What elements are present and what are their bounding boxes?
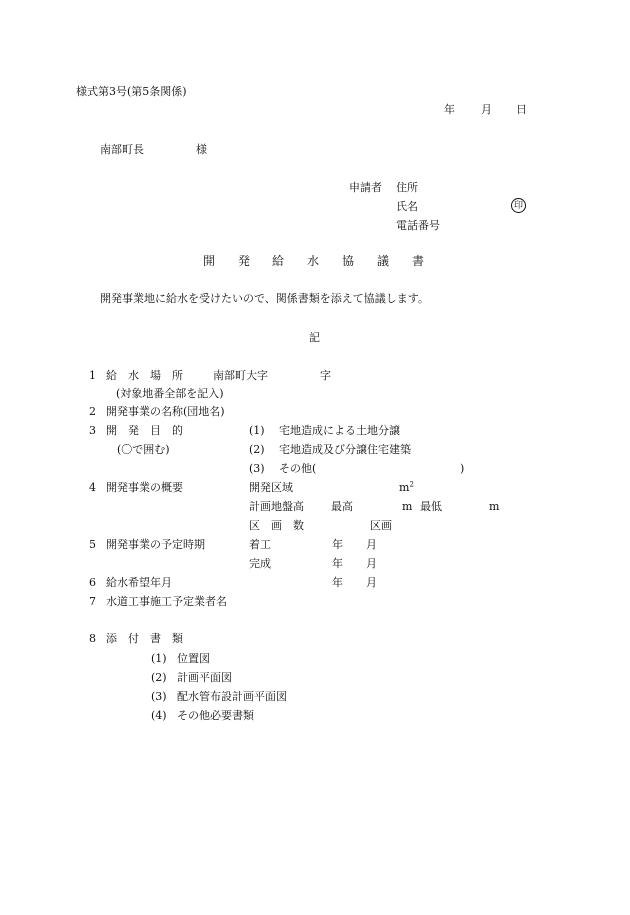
lots-label: 区 画 数 [249,519,304,532]
area-label: 開発区域 [249,481,293,494]
desired-month: 月 [366,576,377,589]
item-label-desired-date: 給水希望年月 [106,576,172,589]
location-value: 南部町大字 [213,369,268,382]
attachment-text: 計画平面図 [177,671,232,684]
item-label-attachments: 添 付 書 類 [106,632,183,645]
attachment-num: (2) [151,671,167,684]
ki-label: 記 [309,331,320,344]
applicant-address-label: 住所 [396,181,418,194]
title-char: 開 [203,254,216,268]
applicant-name-label: 氏名 [396,200,418,213]
location-suffix: 字 [320,369,331,382]
addressee-honorific: 様 [196,143,207,156]
end-label: 完成 [249,557,271,570]
desired-year: 年 [332,576,343,589]
title-char: 協 [342,254,355,268]
item-number: 3 [89,424,96,437]
item-number: 5 [89,538,96,551]
max-label: 最高 [331,500,353,513]
item-label-location: 給 水 場 所 [106,369,183,382]
item-number: 4 [89,481,96,494]
attachment-text: 配水管布設計画平面図 [177,690,287,703]
applicant-label: 申請者 [349,181,382,194]
body-text: 開発事業地に給水を受けたいので、関係書類を添えて協議します。 [100,292,429,305]
title-char: 給 [272,254,285,268]
item-number: 8 [89,632,96,645]
end-year: 年 [332,557,343,570]
title-char: 水 [307,254,320,268]
purpose-option-text: 宅地造成及び分譲住宅建築 [279,443,411,456]
item-number: 2 [89,405,96,418]
attachment-text: その他必要書類 [177,709,254,722]
end-month: 月 [366,557,377,570]
area-unit: $m^2$ [399,480,414,494]
title-char: 発 [238,254,251,268]
form-number: 様式第3号(第5条関係) [76,85,187,98]
purpose-option-text: 宅地造成による土地分譲 [279,424,400,437]
title-char: 書 [412,254,425,268]
item-label-purpose: 開 発 目 的 [106,424,183,437]
max-unit: m [402,500,413,513]
item-label-contractor: 水道工事施工予定業者名 [106,595,227,608]
attachment-num: (1) [151,652,167,665]
min-unit: m [489,500,500,513]
item-label-project-name: 開発事業の名称(団地名) [106,405,225,418]
attachment-text: 位置図 [177,652,210,665]
purpose-option-text: その他( [279,462,317,475]
attachment-num: (4) [151,709,167,722]
seal-mark: 印 [511,198,526,213]
date-day: 日 [516,103,527,116]
item-number: 6 [89,576,96,589]
title-char: 議 [377,254,390,268]
purpose-option-num: (2) [249,443,265,456]
date-month: 月 [481,103,492,116]
date-year: 年 [444,103,455,116]
start-month: 月 [366,538,377,551]
item-number: 7 [89,595,96,608]
ground-height-label: 計画地盤高 [249,500,304,513]
attachment-num: (3) [151,690,167,703]
purpose-option-num: (1) [249,424,265,437]
purpose-option-close: ) [460,462,465,475]
start-label: 着工 [249,538,271,551]
purpose-option-num: (3) [249,462,265,475]
addressee-name: 南部町長 [100,143,144,156]
item-label-overview: 開発事業の概要 [106,481,183,494]
start-year: 年 [332,538,343,551]
item-number: 1 [89,369,96,382]
location-note: (対象地番全部を記入) [116,387,224,400]
applicant-phone-label: 電話番号 [396,219,440,232]
purpose-note: (〇で囲む) [117,443,170,456]
lots-unit: 区画 [370,519,392,532]
item-label-schedule: 開発事業の予定時期 [106,538,205,551]
min-label: 最低 [420,500,442,513]
